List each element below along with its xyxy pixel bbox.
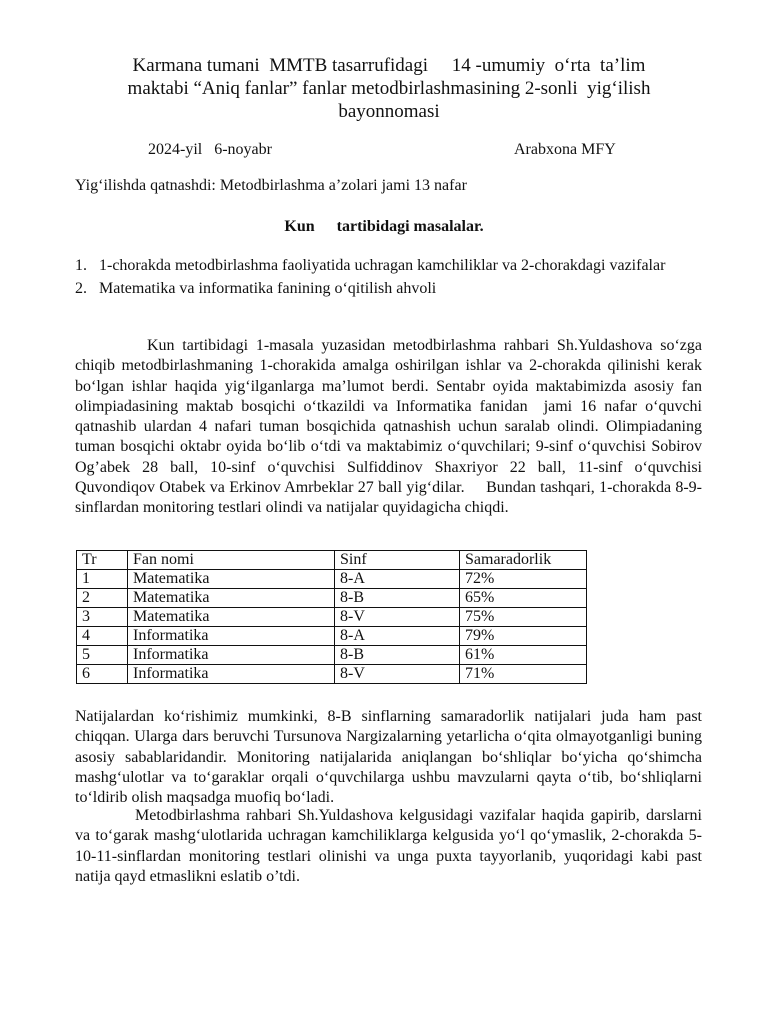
agenda-item xyxy=(75,256,705,276)
agenda-item-number: 1. xyxy=(75,257,87,274)
table-cell: 8-B xyxy=(335,589,460,608)
table-cell: 65% xyxy=(460,589,587,608)
table-header-cell: Samaradorlik xyxy=(460,551,587,570)
table-row xyxy=(77,608,587,627)
table-cell: 79% xyxy=(460,627,587,646)
table-cell: 2 xyxy=(77,589,128,608)
table-cell: 1 xyxy=(77,570,128,589)
table-cell: 6 xyxy=(77,665,128,684)
table-cell: 3 xyxy=(77,608,128,627)
document-title xyxy=(90,54,688,123)
table-row xyxy=(77,665,587,684)
table-header-cell: Tr xyxy=(77,551,128,570)
table-header-cell: Fan nomi xyxy=(128,551,335,570)
body-paragraph: Kun tartibidagi 1-masala yuzasidan metodbirlashma rahbari Sh.Yuldashova so‘zga chiqib metodbirlashmaning 1-chorakida amalga oshirilgan ishlar va 2-chorakda qilinishi kerak bo‘lgan ishlar haqida yig‘ilganlarga ma’lumot berdi. Sentabr oyida maktabimizda asosiy fan olimpiadasining maktab bosqichi o‘tkazildi va Informatika fanidan jami 16 nafar o‘quvchi qatnashib ulardan 4 nafari tuman bosqichida qatnashish uchun saralab olindi. Olimpiadaning tuman bosqichi oktabr oyida bo‘lib o‘tdi va maktabimiz o‘quvchilari; 9-sinf o‘quvchisi Sobirov Og’abek 28 ball, 10-sinf o‘quvchisi Sulfiddinov Shaxriyor 22 ball, 11-sinf o‘quvchisi Quvondiqov Otabek va Erkinov Amrbeklar 27 ball yig‘dilar. Bundan tashqari, 1-chorakda 8-9-sinflardan monitoring testlari olindi va natijalar quyidagicha chiqdi. xyxy=(75,337,706,517)
title-line: maktabi “Aniq fanlar” fanlar metodbirlashmasining 2-sonli yig‘ilish xyxy=(127,78,651,99)
table-cell: 4 xyxy=(77,627,128,646)
agenda-heading-part: Kun xyxy=(284,218,315,235)
body-paragraph: Natijalardan ko‘rishimiz mumkinki, 8-B sinflarning samaradorlik natijalari juda ham past chiqqan. Ularga dars beruvchi Tursunova Nargizalarning yetarlicha o‘qita olmayotganligi buning asosiy sabablaridandir. Monitoring natijalarida aniqlangan bo‘shliqlar bo‘yicha qo‘shimcha mashg‘ulotlar va to‘garaklar orqali o‘quvchilarga ushbu mavzularni qayta o‘tib, bo‘shliqlarni to‘ldirib olish maqsadga muofiq bo‘ladi. xyxy=(75,708,702,807)
attendance-line: Yig‘ilishda qatnashdi: Metodbirlashma a’zolari jami 13 nafar xyxy=(75,177,467,194)
table-row xyxy=(77,570,587,589)
table-cell: Informatika xyxy=(128,627,335,646)
table-cell: 71% xyxy=(460,665,587,684)
table-row xyxy=(77,627,587,646)
agenda-item-text: 1-chorakda metodbirlashma faoliyatida uchragan kamchiliklar va 2-chorakdagi vazifalar xyxy=(99,257,666,274)
agenda-heading xyxy=(0,218,768,236)
table-cell: 8-V xyxy=(335,608,460,627)
table-cell: Informatika xyxy=(128,646,335,665)
agenda-heading-part: tartibidagi masalalar. xyxy=(336,218,484,235)
table-cell: Informatika xyxy=(128,665,335,684)
results-table xyxy=(76,550,587,684)
table-cell: 8-B xyxy=(335,646,460,665)
body-paragraph: Metodbirlashma rahbari Sh.Yuldashova kelgusidagi vazifalar haqida gapirib, darslarni va to‘garak mashg‘ulotlarida uchragan kamchiliklarga kelgusida yo‘l qo‘ymaslik, 2-chorakda 5-10-11-sinflardan monitoring testlari olinishi va unga puxta tayyorlanib, yuqoridagi kabi past natija qayd etmaslikni eslatib o’tdi. xyxy=(75,807,702,885)
table-header-cell: Sinf xyxy=(335,551,460,570)
table-cell: 8-A xyxy=(335,627,460,646)
agenda-item xyxy=(75,279,705,299)
table-cell: 8-A xyxy=(335,570,460,589)
table-header-row xyxy=(77,551,587,570)
table-cell: 72% xyxy=(460,570,587,589)
title-line: bayonnomasi xyxy=(338,101,440,122)
table-row xyxy=(77,646,587,665)
agenda-item-number: 2. xyxy=(75,280,87,297)
agenda-item-text: Matematika va informatika fanining o‘qitilish ahvoli xyxy=(99,280,437,297)
table-cell: 61% xyxy=(460,646,587,665)
table-row xyxy=(77,589,587,608)
title-line: Karmana tumani MMTB tasarrufidagi 14 -umumiy o‘rta ta’lim xyxy=(132,55,646,76)
table-cell: 75% xyxy=(460,608,587,627)
table-cell: Matematika xyxy=(128,608,335,627)
meeting-date: 2024-yil 6-noyabr xyxy=(148,141,272,158)
table-cell: 8-V xyxy=(335,665,460,684)
table-cell: Matematika xyxy=(128,570,335,589)
agenda-list xyxy=(75,256,705,302)
table-cell: 5 xyxy=(77,646,128,665)
table-cell: Matematika xyxy=(128,589,335,608)
meeting-place: Arabxona MFY xyxy=(514,141,616,158)
